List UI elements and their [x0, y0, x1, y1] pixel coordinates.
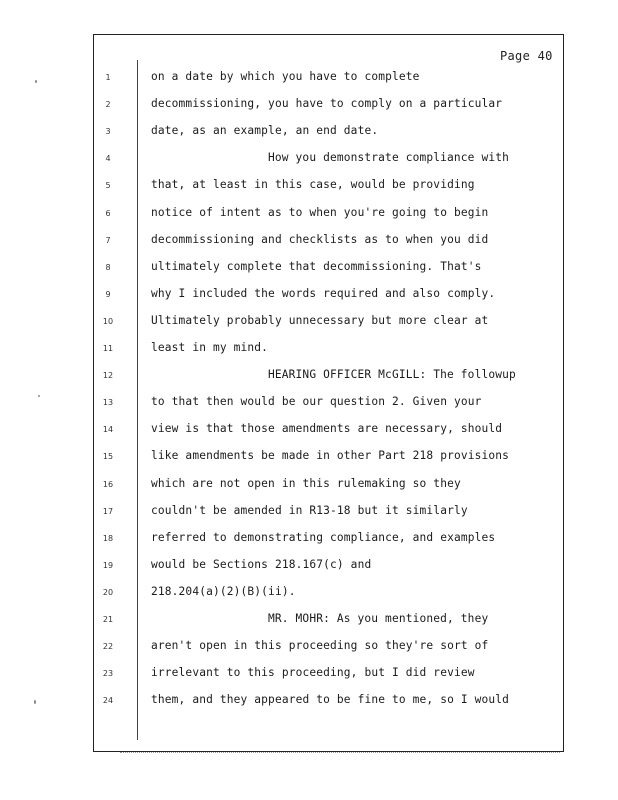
line-number: 7 [105, 235, 111, 245]
line-text: aren't open in this proceeding so they're sort of [151, 639, 489, 653]
line-number: 11 [102, 344, 114, 353]
line-text: least in my mind. [151, 341, 269, 354]
transcript-line [0, 206, 618, 222]
transcript-line [0, 422, 618, 438]
line-number: 21 [102, 615, 114, 624]
line-text: How you demonstrate compliance with [268, 151, 509, 165]
transcript-line [0, 449, 618, 465]
line-text: that, at least in this case, would be providing [151, 178, 475, 192]
line-text: like amendments be made in other Part 218 provisions [151, 449, 510, 463]
line-number: 9 [105, 289, 111, 299]
line-text: on a date by which you have to complete [151, 70, 420, 83]
line-number: 16 [102, 479, 114, 489]
line-number: 12 [102, 371, 114, 381]
line-text: couldn't be amended in R13-18 but it similarly [151, 503, 468, 517]
transcript-line [0, 531, 618, 547]
transcript-line [0, 287, 618, 303]
line-text: MR. MOHR: As you mentioned, they [268, 612, 489, 625]
transcript-line [0, 260, 618, 276]
line-number: 14 [102, 425, 114, 435]
bottom-scan-mark [120, 752, 560, 755]
line-number: 22 [102, 642, 114, 652]
scan-speck [34, 700, 36, 704]
line-text: to that then would be our question 2. Given your [151, 395, 482, 409]
scan-speck [35, 80, 37, 83]
line-text: ultimately complete that decommissioning. That's [151, 259, 482, 273]
scan-speck [38, 395, 40, 397]
line-text: irrelevant to this proceeding, but I did review [151, 666, 475, 680]
line-number: 13 [102, 398, 114, 408]
line-text: would be Sections 218.167(c) and [151, 557, 372, 571]
transcript-line [0, 124, 618, 140]
line-number: 1 [105, 73, 111, 82]
line-number: 10 [102, 316, 114, 326]
transcript-line [0, 341, 618, 357]
line-number: 19 [102, 560, 114, 570]
line-text: HEARING OFFICER McGILL: The followup [268, 368, 516, 382]
line-number: 3 [105, 127, 111, 137]
transcript-line [0, 558, 618, 574]
line-number: 18 [102, 533, 114, 543]
transcript-line [0, 151, 618, 167]
line-number: 23 [102, 669, 114, 679]
line-number: 5 [105, 181, 111, 191]
transcript-line [0, 612, 618, 628]
transcript-line [0, 314, 618, 330]
transcript-line [0, 368, 618, 384]
line-text: them, and they appeared to be fine to me, so I would [151, 693, 510, 707]
line-number: 6 [105, 208, 111, 218]
transcript-line [0, 395, 618, 411]
transcript-line [0, 97, 618, 113]
line-number: 24 [102, 696, 114, 706]
transcript-line [0, 585, 618, 601]
line-number: 8 [105, 262, 111, 272]
line-text: 218.204(a)(2)(B)(ii). [151, 584, 296, 598]
line-text: decommissioning and checklists as to when you did [151, 232, 489, 246]
transcript-line [0, 639, 618, 655]
line-number: 15 [102, 452, 114, 462]
line-text: why I included the words required and also comply. [151, 286, 496, 300]
line-number: 2 [105, 100, 111, 110]
transcript-line [0, 666, 618, 682]
line-text: view is that those amendments are necessary, should [151, 422, 503, 436]
line-text: which are not open in this rulemaking so they [151, 476, 461, 490]
line-number: 4 [105, 154, 111, 164]
transcript-line [0, 477, 618, 493]
line-text: referred to demonstrating compliance, and examples [151, 530, 496, 544]
transcript-line [0, 178, 618, 194]
transcript-line [0, 504, 618, 520]
transcript-line [0, 233, 618, 249]
transcript-line [0, 70, 618, 86]
line-text: Ultimately probably unnecessary but more clear at [151, 313, 489, 327]
transcript-line [0, 693, 618, 709]
line-number: 20 [102, 587, 114, 597]
line-text: notice of intent as to when you're going to begin [151, 205, 489, 219]
line-text: date, as an example, an end date. [151, 124, 379, 138]
line-text: decommissioning, you have to comply on a particular [151, 97, 503, 111]
page-number: Page 40 [500, 49, 553, 63]
line-number: 17 [102, 506, 114, 516]
